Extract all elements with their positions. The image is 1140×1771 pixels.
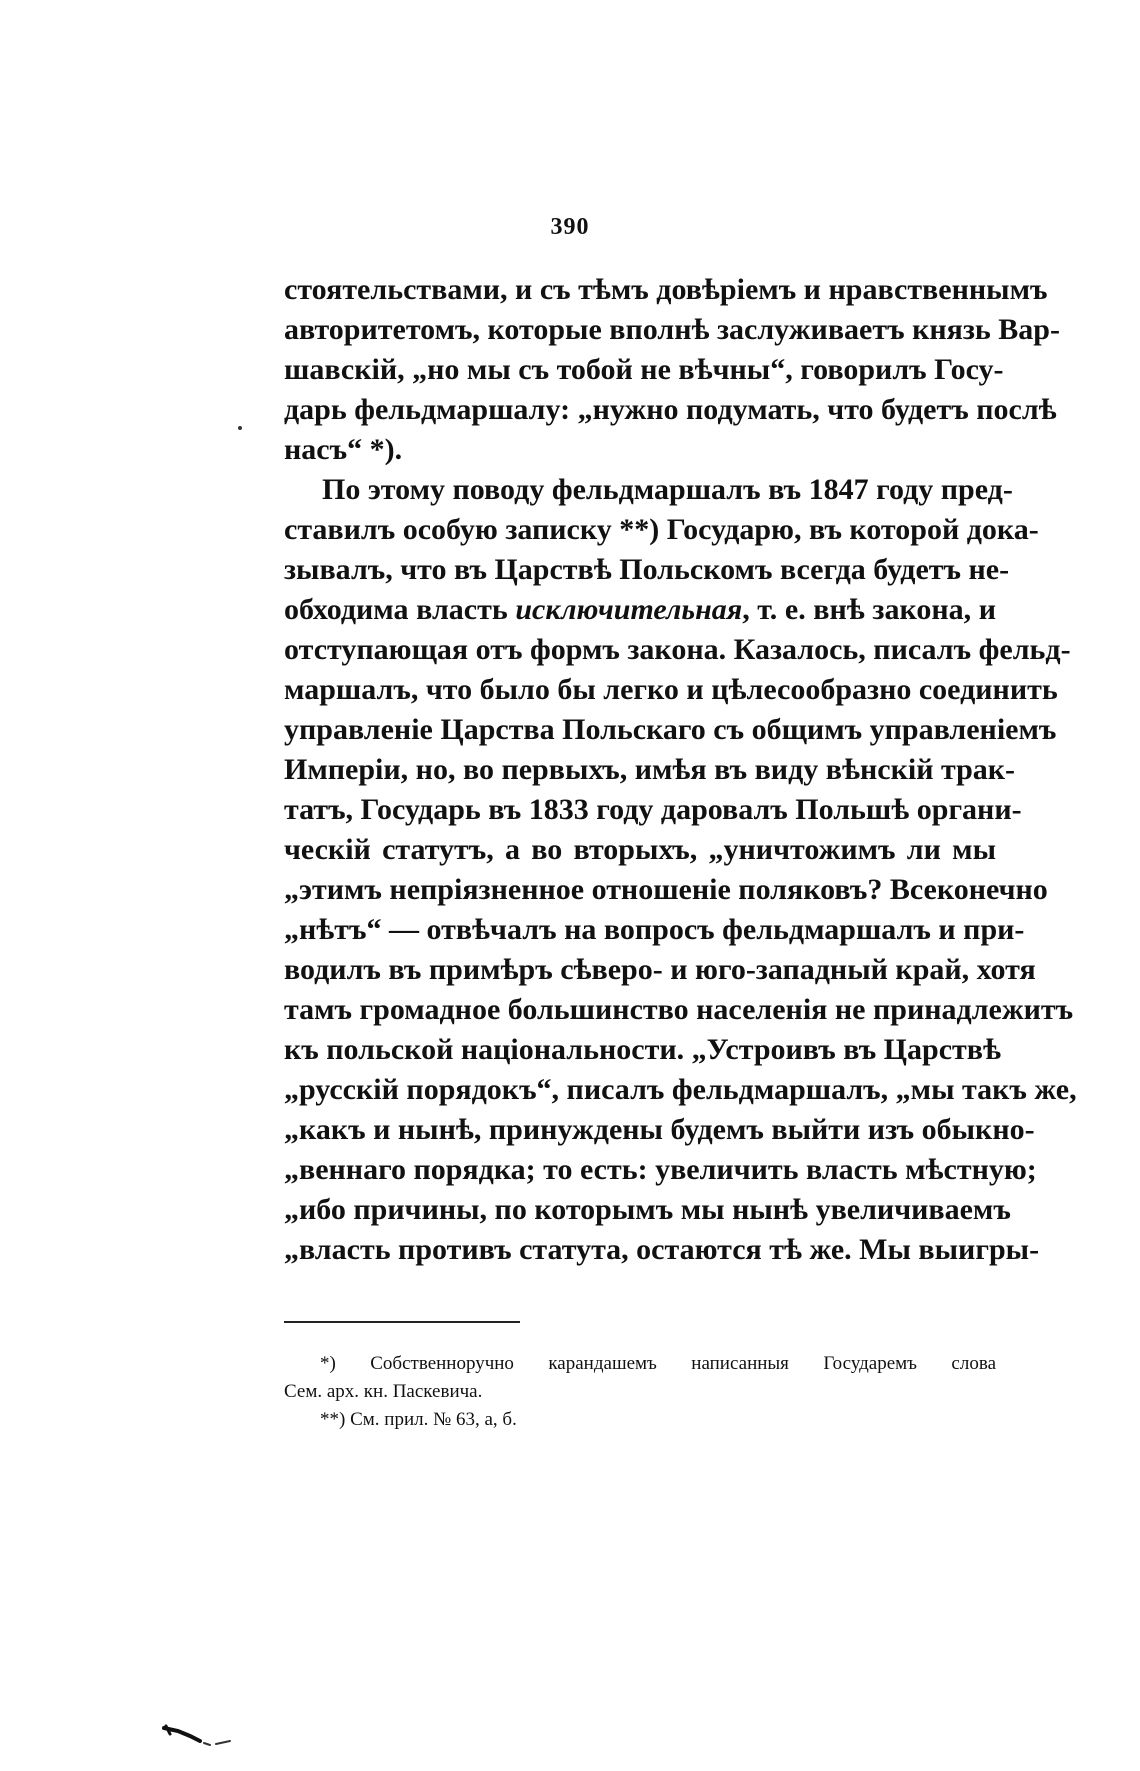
- footnotes: [284, 1350, 996, 1434]
- text-line: водилъ въ примѣръ сѣверо- и юго-западный край, хотя: [284, 953, 1036, 986]
- text-line: авторитетомъ, которые вполнѣ заслуживаетъ князь Вар-: [284, 313, 1060, 346]
- text-line: ставилъ особую записку **) Государю, въ которой дока-: [284, 513, 1039, 546]
- margin-dot: [238, 426, 242, 430]
- paragraph-start-line: По этому поводу фельдмаршалъ въ 1847 году пред-: [322, 473, 1013, 506]
- text-line: тамъ громадное большинство населенія не принадлежитъ: [284, 993, 1074, 1026]
- emphasized-word: исключительная: [515, 593, 743, 626]
- text-line: шавскій, „но мы съ тобой не вѣчны“, говорилъ Госу-: [284, 353, 1004, 386]
- text-line: татъ, Государь въ 1833 году даровалъ Польшѣ органи-: [284, 793, 1022, 826]
- text-line: насъ“ *).: [284, 433, 403, 466]
- text-line: дарь фельдмаршалу: „нужно подумать, что будетъ послѣ: [284, 393, 1057, 426]
- text-line: Имперіи, но, во первыхъ, имѣя въ виду вѣнскій трак-: [284, 753, 1016, 786]
- text-line: „этимъ непріязненное отношеніе поляковъ? Всеконечно: [284, 873, 1048, 906]
- text-line: зывалъ, что въ Царствѣ Польскомъ всегда будетъ не-: [284, 553, 1010, 586]
- text-line: къ польской національности. „Устроивъ въ Царствѣ: [284, 1033, 1001, 1066]
- footnote-1-continuation: Сем. арх. кн. Паскевича.: [284, 1381, 483, 1402]
- text-line: „ибо причины, по которымъ мы нынѣ увеличиваемъ: [284, 1193, 1011, 1226]
- text-line: стоятельствами, и съ тѣмъ довѣріемъ и нравственнымъ: [284, 273, 1048, 306]
- text-line-with-emphasis: обходима власть исключительная, т. е. внѣ закона, и: [284, 593, 997, 626]
- text-line: управленіе Царства Польскаго съ общимъ управленіемъ: [284, 713, 1057, 746]
- page-number: 390: [550, 214, 590, 240]
- main-text: [284, 270, 1077, 1270]
- text-line: „веннаго порядка; то есть: увеличить власть мѣстную;: [284, 1153, 1037, 1186]
- text-line: „нѣтъ“ — отвѣчалъ на вопросъ фельдмаршалъ и при-: [284, 913, 1025, 946]
- arrow-scribble-icon: [160, 1722, 232, 1750]
- footnote-divider: [284, 1321, 520, 1323]
- footnote-1: *) Собственноручно карандашемъ написанныя Государемъ слова: [320, 1353, 996, 1374]
- footnote-2: **) См. прил. № 63, а, б.: [320, 1409, 517, 1430]
- text-line: отступающая отъ формъ закона. Казалось, писалъ фельд-: [284, 633, 1071, 666]
- text-line: „русскій порядокъ“, писалъ фельдмаршалъ, „мы такъ же,: [284, 1073, 1077, 1106]
- text-line: ческій статутъ, а во вторыхъ, „уничтожимъ ли мы: [284, 833, 996, 866]
- text-line: маршалъ, что было бы легко и цѣлесообразно соединить: [284, 673, 1058, 706]
- text-line: „какъ и нынѣ, принуждены будемъ выйти изъ обыкно-: [284, 1113, 1035, 1146]
- text-line: „власть противъ статута, остаются тѣ же. Мы выигры-: [284, 1233, 1040, 1266]
